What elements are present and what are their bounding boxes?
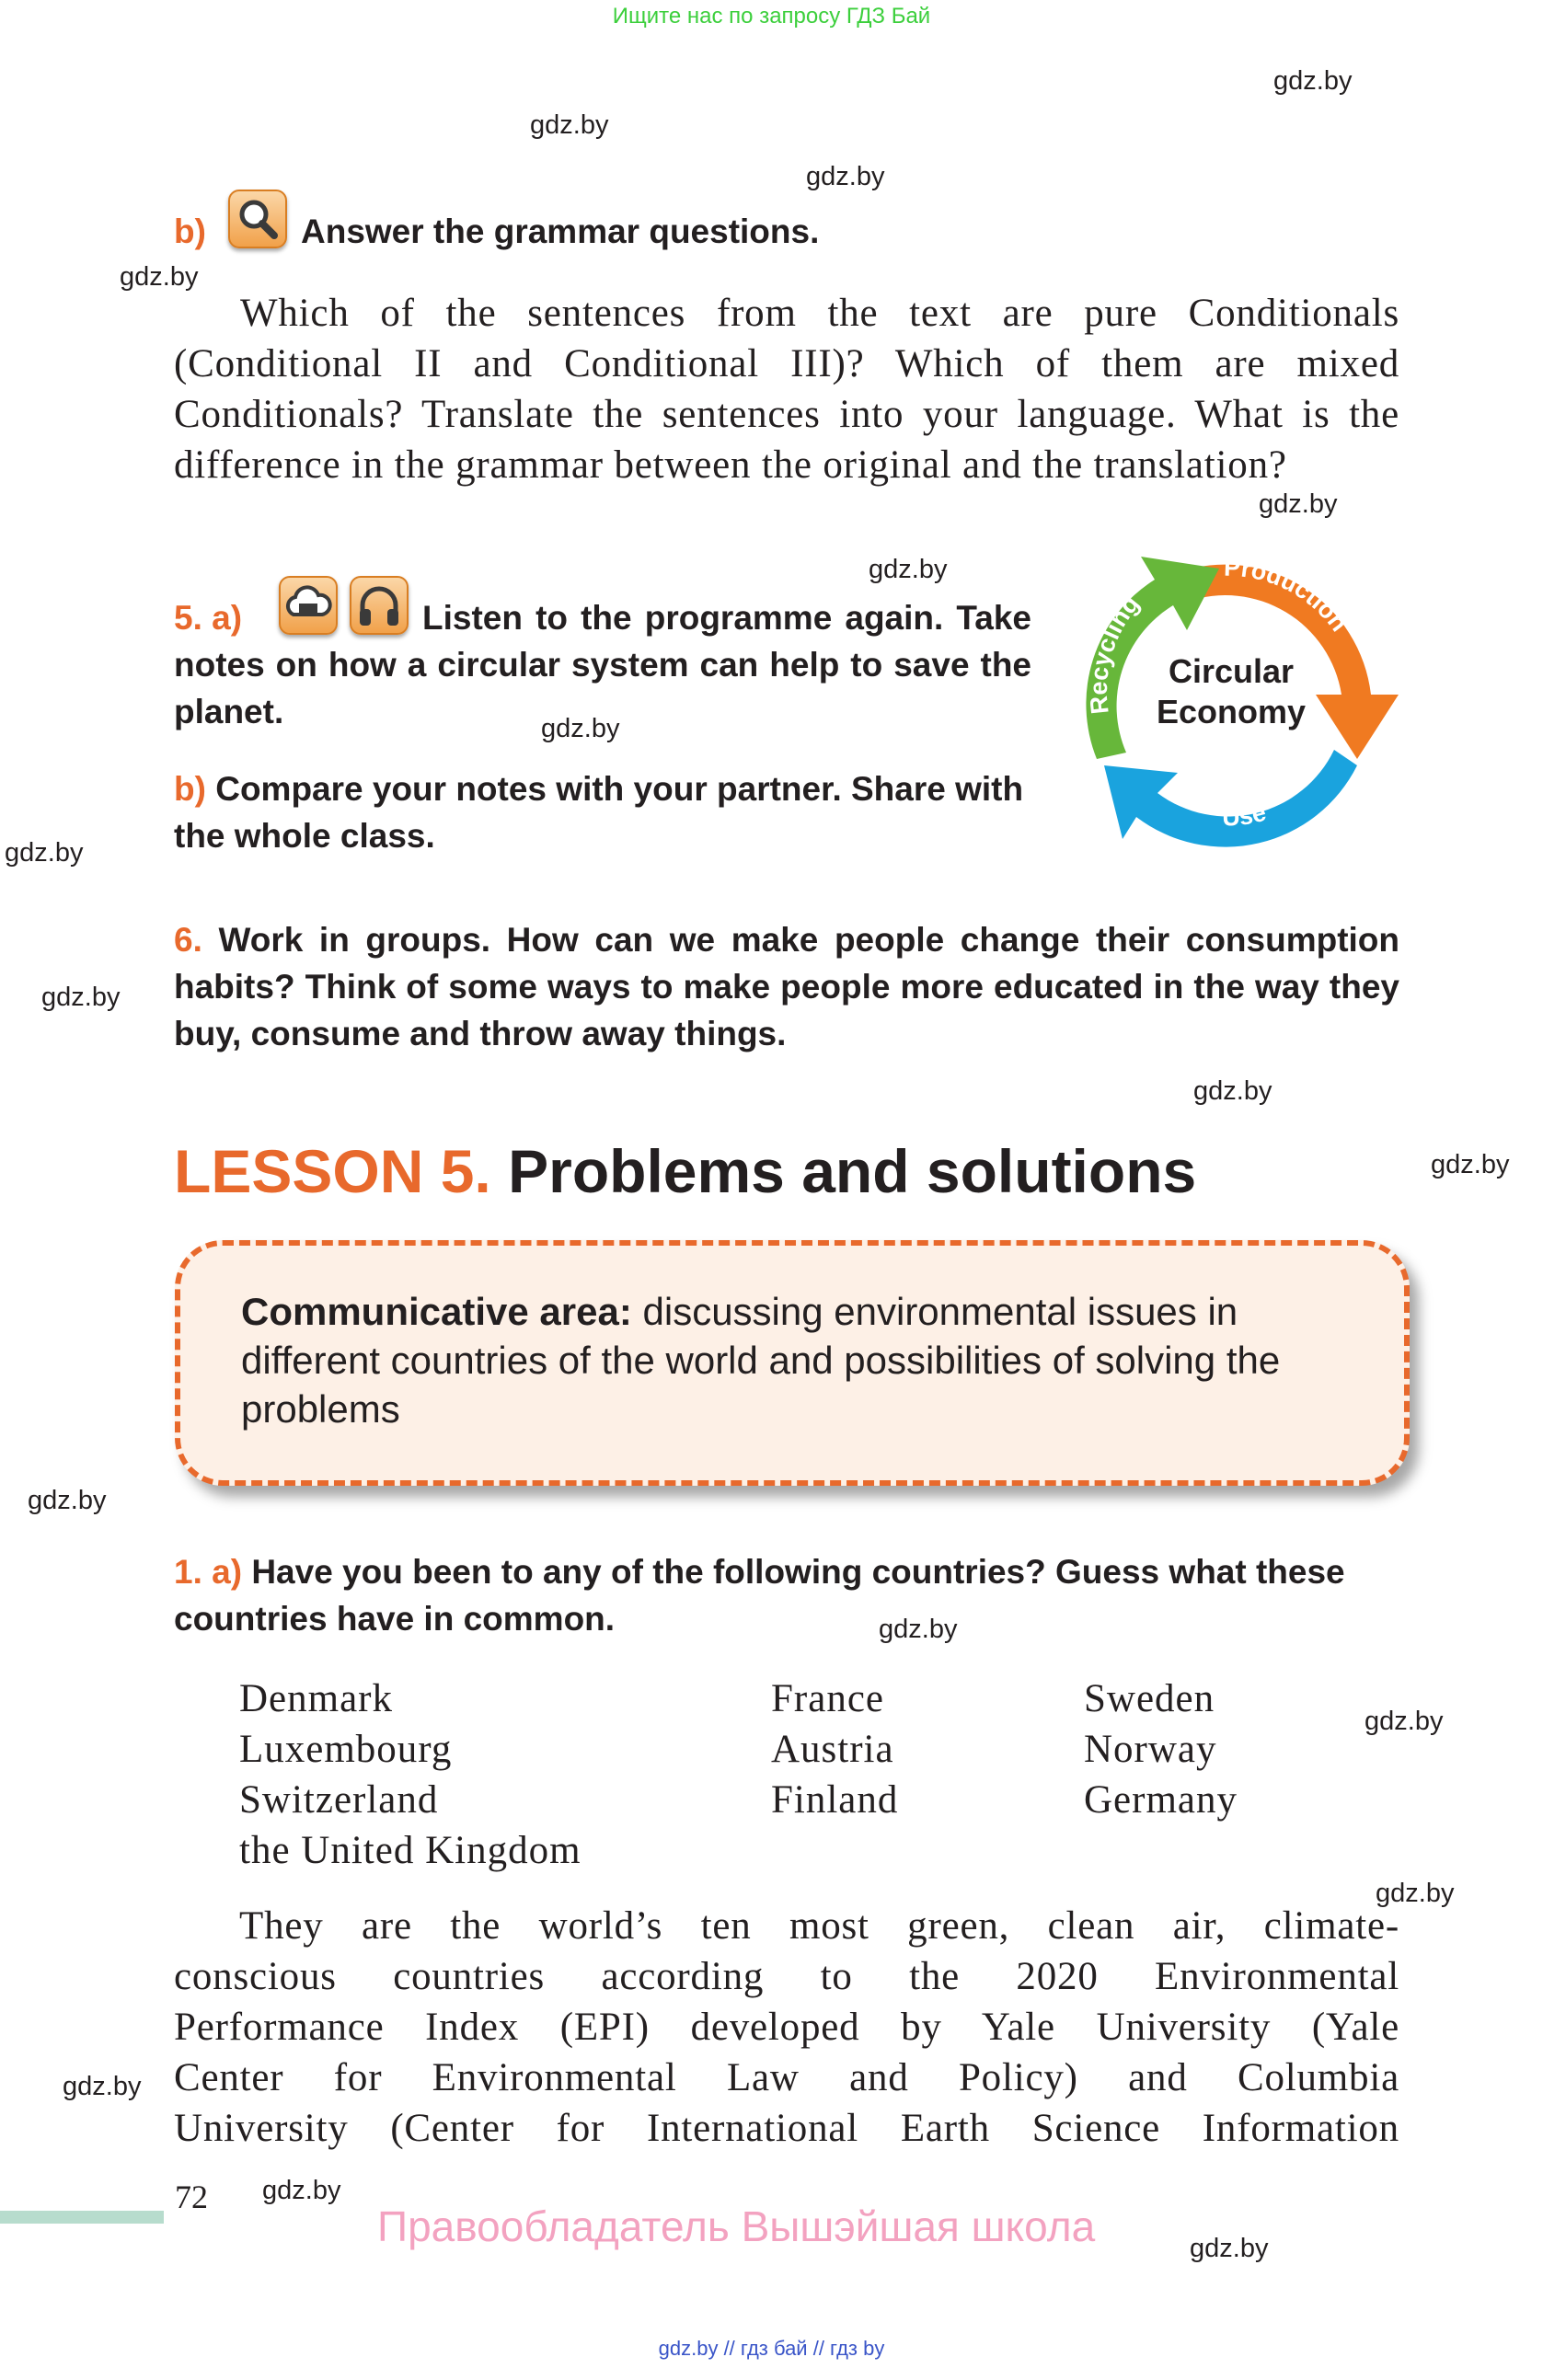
magnifier-icon [228,190,287,248]
task-4b-heading: Answer the grammar questions. [301,213,820,250]
communicative-area-text [241,1287,1336,1433]
paragraph-line: conscious countries according to the 2020 Environmental [174,1955,1399,1998]
page-number: 72 [175,2179,208,2215]
watermark: gdz.by [530,110,609,140]
country-item: Finland [771,1778,899,1822]
task-number: 5. [174,599,202,637]
country-item: Sweden [1084,1677,1215,1720]
country-item: Switzerland [239,1778,439,1822]
watermark: gdz.by [1431,1150,1510,1179]
country-item: the United Kingdom [239,1829,582,1872]
top-banner: Ищите нас по запросу ГДЗ Бай [612,4,931,29]
task-letter: a) [212,599,243,637]
country-item: Denmark [239,1677,393,1720]
use-arrow [1104,750,1357,847]
task-5a-text: Listen to the programme again. Take notes on how a circular system can help to save the planet. [174,599,1031,730]
task-letter: b) [174,213,206,250]
task-4b-paragraph: Which of the sentences from the text are pure Conditionals (Conditional II and Conditional III)? Which of them are mixed Conditionals? Translate the sentences into your language. What is the difference in the grammar between the original and the translation? [174,292,1399,487]
task-1a-text: Have you been to any of the following countries? Guess what these countries have in common. [174,1553,1345,1638]
arrow-label-use: Use [1221,798,1270,832]
watermark: gdz.by [41,983,121,1012]
paragraph-line: University (Center for International Earth Science Information [174,2107,1399,2150]
paragraph-line: They are the world’s ten most green, clean air, climate- [239,1904,1399,1948]
watermark: gdz.by [879,1615,958,1644]
watermark: gdz.by [869,555,948,584]
watermark: gdz.by [1193,1076,1272,1106]
watermark: gdz.by [1376,1879,1455,1908]
task-number: 1. [174,1553,202,1591]
lesson-title: Problems and solutions [508,1137,1197,1205]
task-4b-heading-row [174,208,206,255]
bottom-banner: gdz.by // гдз бай // гдз by [658,2337,885,2360]
arrow-label-production: Production [1223,553,1353,637]
country-item: Austria [771,1728,894,1771]
watermark: gdz.by [541,714,620,743]
country-item: France [771,1677,884,1720]
country-item: Germany [1084,1778,1238,1822]
arrow-label-recycling: Recycling [1084,590,1145,716]
task-6-text: Work in groups. How can we make people change their consumption habits? Think of some ways to make people more educated in the way they buy, consume and throw away things. [174,921,1399,1052]
watermark: gdz.by [1190,2234,1269,2263]
watermark: gdz.by [1365,1707,1444,1736]
communicative-area-description: discussing environmental issues in different countries of the world and possibilities of solving the problems [241,1290,1281,1431]
watermark: gdz.by [5,838,84,868]
diagram-center-line1: Circular [1168,652,1295,690]
paragraph-line: Center for Environmental Law and Policy) and Columbia [174,2056,1399,2099]
lesson-label: LESSON 5. [174,1137,491,1205]
task-5b [174,765,1031,859]
country-item: Luxembourg [239,1728,453,1771]
task-1a [174,1548,1399,1642]
rights-holder: Правообладатель Вышэйшая школа [377,2202,1096,2250]
watermark: gdz.by [120,262,199,292]
watermark: gdz.by [806,162,885,191]
footer-bar [0,2211,164,2224]
task-number: 6. [174,921,202,959]
communicative-area-label: Communicative area: [241,1290,632,1333]
circular-economy-diagram [1049,524,1417,865]
watermark: gdz.by [1259,489,1338,519]
task-letter: b) [174,770,206,808]
watermark: gdz.by [28,1486,107,1515]
task-6 [174,916,1399,1057]
task-letter: a) [212,1553,243,1591]
task-5b-text: Compare your notes with your partner. Share with the whole class. [174,770,1024,855]
watermark: gdz.by [1273,66,1353,96]
watermark: gdz.by [262,2176,341,2205]
country-item: Norway [1084,1728,1217,1771]
lesson-heading [174,1136,1196,1206]
watermark: gdz.by [63,2072,142,2101]
paragraph-line: Performance Index (EPI) developed by Yale University (Yale [174,2006,1399,2049]
diagram-center-line2: Economy [1156,693,1307,730]
